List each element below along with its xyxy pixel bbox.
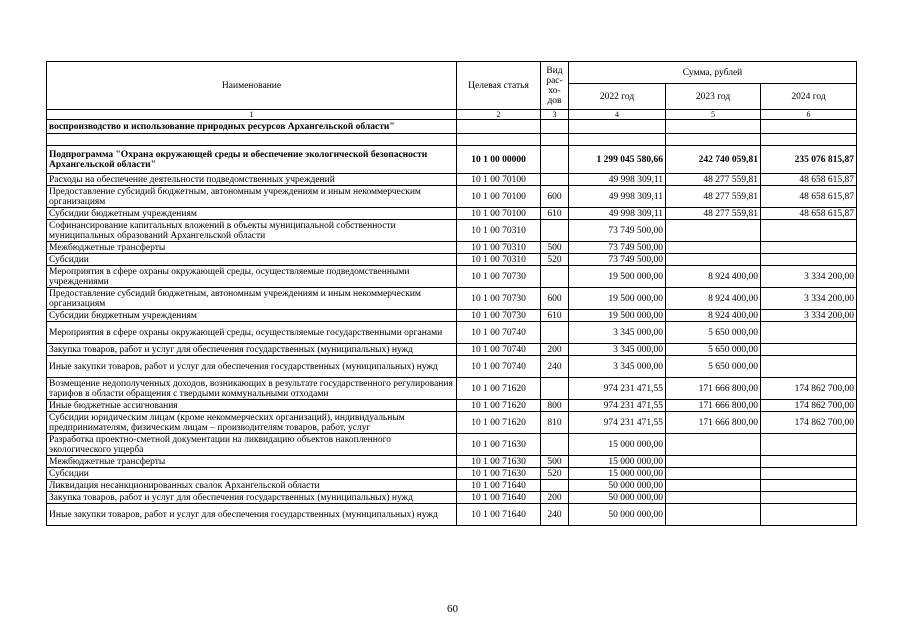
row-target-article: 10 1 00 70730: [457, 310, 541, 322]
row-sum-2024: [761, 434, 857, 456]
row-sum-2022: 49 998 309,11: [569, 186, 666, 208]
table-row: [47, 456, 857, 468]
row-sum-2024: [761, 492, 857, 504]
row-target-article: [457, 134, 541, 146]
table-row: [47, 120, 857, 134]
row-name: Субсидии: [47, 254, 457, 266]
row-sum-2022: 3 345 000,00: [569, 356, 666, 378]
header-year-2024: 2024 год: [761, 84, 857, 110]
row-sum-2023: [666, 504, 761, 526]
header-year-2022: 2022 год: [569, 84, 666, 110]
row-expense-type: 500: [541, 456, 569, 468]
row-sum-2022: 974 231 471,55: [569, 412, 666, 434]
row-sum-2022: 50 000 000,00: [569, 480, 666, 492]
row-name: Предоставление субсидий бюджетным, автономным учреждениям и иным некоммерческим организациям: [47, 186, 457, 208]
row-expense-type: [541, 134, 569, 146]
header-sum: Сумма, рублей: [569, 62, 857, 84]
row-sum-2022: 49 998 309,11: [569, 174, 666, 186]
row-sum-2024: 174 862 700,00: [761, 400, 857, 412]
row-expense-type: 520: [541, 254, 569, 266]
row-name: Закупка товаров, работ и услуг для обеспечения государственных (муниципальных) нужд: [47, 344, 457, 356]
row-expense-type: [541, 434, 569, 456]
row-name: Субсидии бюджетным учреждениям: [47, 310, 457, 322]
row-target-article: 10 1 00 70310: [457, 220, 541, 242]
row-sum-2024: [761, 456, 857, 468]
row-sum-2023: 5 650 000,00: [666, 322, 761, 344]
table-row: [47, 412, 857, 434]
row-sum-2023: 8 924 400,00: [666, 266, 761, 288]
row-expense-type: 800: [541, 400, 569, 412]
column-index: 3: [541, 110, 569, 120]
table-row: [47, 146, 857, 174]
row-expense-type: [541, 266, 569, 288]
row-sum-2024: 174 862 700,00: [761, 412, 857, 434]
table-row: [47, 288, 857, 310]
row-target-article: 10 1 00 70100: [457, 186, 541, 208]
row-sum-2022: 50 000 000,00: [569, 492, 666, 504]
table-body: [47, 120, 857, 526]
header-name: Наименование: [47, 62, 457, 110]
header-target-article: Целевая статья: [457, 62, 541, 110]
row-sum-2024: [761, 504, 857, 526]
row-sum-2022: 974 231 471,55: [569, 400, 666, 412]
row-name: Мероприятия в сфере охраны окружающей среды, осуществляемые государственными органами: [47, 322, 457, 344]
row-name: Субсидии юридическим лицам (кроме некоммерческих организаций), индивидуальным предпринимателям, физическим лицам – производителям товаров, работ, услуг: [47, 412, 457, 434]
row-sum-2022: 15 000 000,00: [569, 456, 666, 468]
row-target-article: 10 1 00 71630: [457, 456, 541, 468]
row-target-article: 10 1 00 70730: [457, 266, 541, 288]
row-expense-type: 810: [541, 412, 569, 434]
row-sum-2022: 50 000 000,00: [569, 504, 666, 526]
table-row: [47, 220, 857, 242]
row-expense-type: 200: [541, 492, 569, 504]
row-sum-2023: 8 924 400,00: [666, 310, 761, 322]
table-row: [47, 344, 857, 356]
row-target-article: 10 1 00 71640: [457, 492, 541, 504]
page-number: 60: [447, 603, 458, 615]
row-name: Ликвидация несанкционированных свалок Архангельской области: [47, 480, 457, 492]
row-sum-2023: 5 650 000,00: [666, 356, 761, 378]
row-name: Софинансирование капитальных вложений в объекты муниципальной собственности муниципальных образований Архангельской области: [47, 220, 457, 242]
table-row: [47, 254, 857, 266]
row-target-article: 10 1 00 00000: [457, 146, 541, 174]
row-expense-type: [541, 120, 569, 134]
row-sum-2023: [666, 480, 761, 492]
row-expense-type: [541, 174, 569, 186]
header-year-2023: 2023 год: [666, 84, 761, 110]
row-sum-2023: 48 277 559,81: [666, 208, 761, 220]
row-sum-2022: 49 998 309,11: [569, 208, 666, 220]
row-sum-2023: 48 277 559,81: [666, 174, 761, 186]
row-sum-2023: 171 666 800,00: [666, 400, 761, 412]
row-sum-2023: 171 666 800,00: [666, 378, 761, 400]
row-target-article: 10 1 00 71630: [457, 434, 541, 456]
column-index: 2: [457, 110, 541, 120]
row-sum-2022: 974 231 471,55: [569, 378, 666, 400]
row-name: воспроизводство и использование природных ресурсов Архангельской области": [47, 120, 457, 134]
row-target-article: 10 1 00 71620: [457, 378, 541, 400]
row-expense-type: [541, 480, 569, 492]
row-sum-2023: 5 650 000,00: [666, 344, 761, 356]
table-row: [47, 468, 857, 480]
row-sum-2023: [666, 254, 761, 266]
row-target-article: 10 1 00 70730: [457, 288, 541, 310]
row-sum-2024: [761, 254, 857, 266]
row-target-article: 10 1 00 70100: [457, 174, 541, 186]
row-sum-2022: 73 749 500,00: [569, 242, 666, 254]
column-index: 6: [761, 110, 857, 120]
row-sum-2022: 73 749 500,00: [569, 220, 666, 242]
row-sum-2024: [761, 134, 857, 146]
table-row: [47, 504, 857, 526]
row-name: Иные бюджетные ассигнования: [47, 400, 457, 412]
row-sum-2022: 1 299 045 580,66: [569, 146, 666, 174]
table-row: [47, 356, 857, 378]
row-name: Разработка проектно-сметной документации на ликвидацию объектов накопленного экологического ущерба: [47, 434, 457, 456]
row-sum-2022: 3 345 000,00: [569, 322, 666, 344]
row-sum-2024: [761, 220, 857, 242]
row-sum-2023: [666, 434, 761, 456]
row-sum-2022: 3 345 000,00: [569, 344, 666, 356]
row-sum-2023: 171 666 800,00: [666, 412, 761, 434]
row-name: Субсидии бюджетным учреждениям: [47, 208, 457, 220]
column-index: 4: [569, 110, 666, 120]
row-sum-2023: [666, 456, 761, 468]
row-sum-2023: [666, 468, 761, 480]
row-sum-2024: 48 658 615,87: [761, 174, 857, 186]
row-name: Межбюджетные трансферты: [47, 456, 457, 468]
table-row: [47, 174, 857, 186]
row-sum-2023: [666, 492, 761, 504]
row-sum-2022: 15 000 000,00: [569, 434, 666, 456]
header-expense-type: Вид рас-хо-дов: [541, 62, 569, 110]
row-sum-2024: [761, 344, 857, 356]
row-name: Подпрограмма "Охрана окружающей среды и обеспечение экологической безопасности Архангельской области": [47, 146, 457, 174]
row-sum-2024: 3 334 200,00: [761, 266, 857, 288]
row-name: Расходы на обеспечение деятельности подведомственных учреждений: [47, 174, 457, 186]
row-name: Возмещение недополученных доходов, возникающих в результате государственного регулирования тарифов в области обращения с твердыми коммунальными отходами: [47, 378, 457, 400]
row-target-article: 10 1 00 70740: [457, 356, 541, 378]
column-index-row: [47, 110, 857, 120]
row-sum-2022: [569, 134, 666, 146]
row-sum-2022: [569, 120, 666, 134]
row-sum-2023: [666, 134, 761, 146]
row-target-article: 10 1 00 70740: [457, 344, 541, 356]
row-sum-2024: 48 658 615,87: [761, 208, 857, 220]
row-target-article: 10 1 00 71620: [457, 400, 541, 412]
row-name: [47, 134, 457, 146]
row-name: Иные закупки товаров, работ и услуг для обеспечения государственных (муниципальных) нужд: [47, 504, 457, 526]
row-expense-type: 600: [541, 288, 569, 310]
row-sum-2022: 73 749 500,00: [569, 254, 666, 266]
row-expense-type: [541, 146, 569, 174]
row-sum-2024: 48 658 615,87: [761, 186, 857, 208]
row-target-article: [457, 120, 541, 134]
row-sum-2024: [761, 356, 857, 378]
row-name: Мероприятия в сфере охраны окружающей среды, осуществляемые подведомственными учреждениями: [47, 266, 457, 288]
budget-table: [46, 61, 857, 526]
row-name: Иные закупки товаров, работ и услуг для обеспечения государственных (муниципальных) нужд: [47, 356, 457, 378]
row-name: Субсидии: [47, 468, 457, 480]
row-target-article: 10 1 00 71640: [457, 504, 541, 526]
row-sum-2024: 174 862 700,00: [761, 378, 857, 400]
table-row: [47, 266, 857, 288]
row-sum-2024: [761, 322, 857, 344]
row-expense-type: 610: [541, 310, 569, 322]
row-sum-2023: 8 924 400,00: [666, 288, 761, 310]
column-index: 5: [666, 110, 761, 120]
row-target-article: 10 1 00 70100: [457, 208, 541, 220]
row-expense-type: [541, 322, 569, 344]
row-sum-2023: [666, 120, 761, 134]
row-expense-type: [541, 378, 569, 400]
row-sum-2023: [666, 242, 761, 254]
row-expense-type: 500: [541, 242, 569, 254]
row-expense-type: 520: [541, 468, 569, 480]
table-row: [47, 208, 857, 220]
row-expense-type: 200: [541, 344, 569, 356]
row-target-article: 10 1 00 71630: [457, 468, 541, 480]
table-row: [47, 434, 857, 456]
row-sum-2022: 19 500 000,00: [569, 310, 666, 322]
table-row: [47, 134, 857, 146]
row-sum-2023: [666, 220, 761, 242]
row-expense-type: 240: [541, 504, 569, 526]
row-sum-2024: 3 334 200,00: [761, 288, 857, 310]
row-expense-type: 610: [541, 208, 569, 220]
row-sum-2024: [761, 242, 857, 254]
row-sum-2024: [761, 468, 857, 480]
row-sum-2023: 48 277 559,81: [666, 186, 761, 208]
table-row: [47, 400, 857, 412]
table-row: [47, 310, 857, 322]
column-index: 1: [47, 110, 457, 120]
row-target-article: 10 1 00 71620: [457, 412, 541, 434]
row-sum-2024: 3 334 200,00: [761, 310, 857, 322]
table-row: [47, 322, 857, 344]
row-target-article: 10 1 00 71640: [457, 480, 541, 492]
row-sum-2024: [761, 480, 857, 492]
row-target-article: 10 1 00 70310: [457, 254, 541, 266]
row-name: Закупка товаров, работ и услуг для обеспечения государственных (муниципальных) нужд: [47, 492, 457, 504]
row-sum-2022: 19 500 000,00: [569, 288, 666, 310]
table-row: [47, 378, 857, 400]
row-sum-2024: [761, 120, 857, 134]
row-target-article: 10 1 00 70740: [457, 322, 541, 344]
row-sum-2022: 19 500 000,00: [569, 266, 666, 288]
row-sum-2022: 15 000 000,00: [569, 468, 666, 480]
table-row: [47, 480, 857, 492]
row-sum-2024: 235 076 815,87: [761, 146, 857, 174]
row-expense-type: 600: [541, 186, 569, 208]
table-row: [47, 186, 857, 208]
row-name: Предоставление субсидий бюджетным, автономным учреждениям и иным некоммерческим организациям: [47, 288, 457, 310]
row-expense-type: [541, 220, 569, 242]
row-sum-2023: 242 740 059,81: [666, 146, 761, 174]
row-target-article: 10 1 00 70310: [457, 242, 541, 254]
row-expense-type: 240: [541, 356, 569, 378]
row-name: Межбюджетные трансферты: [47, 242, 457, 254]
table-row: [47, 492, 857, 504]
table-row: [47, 242, 857, 254]
